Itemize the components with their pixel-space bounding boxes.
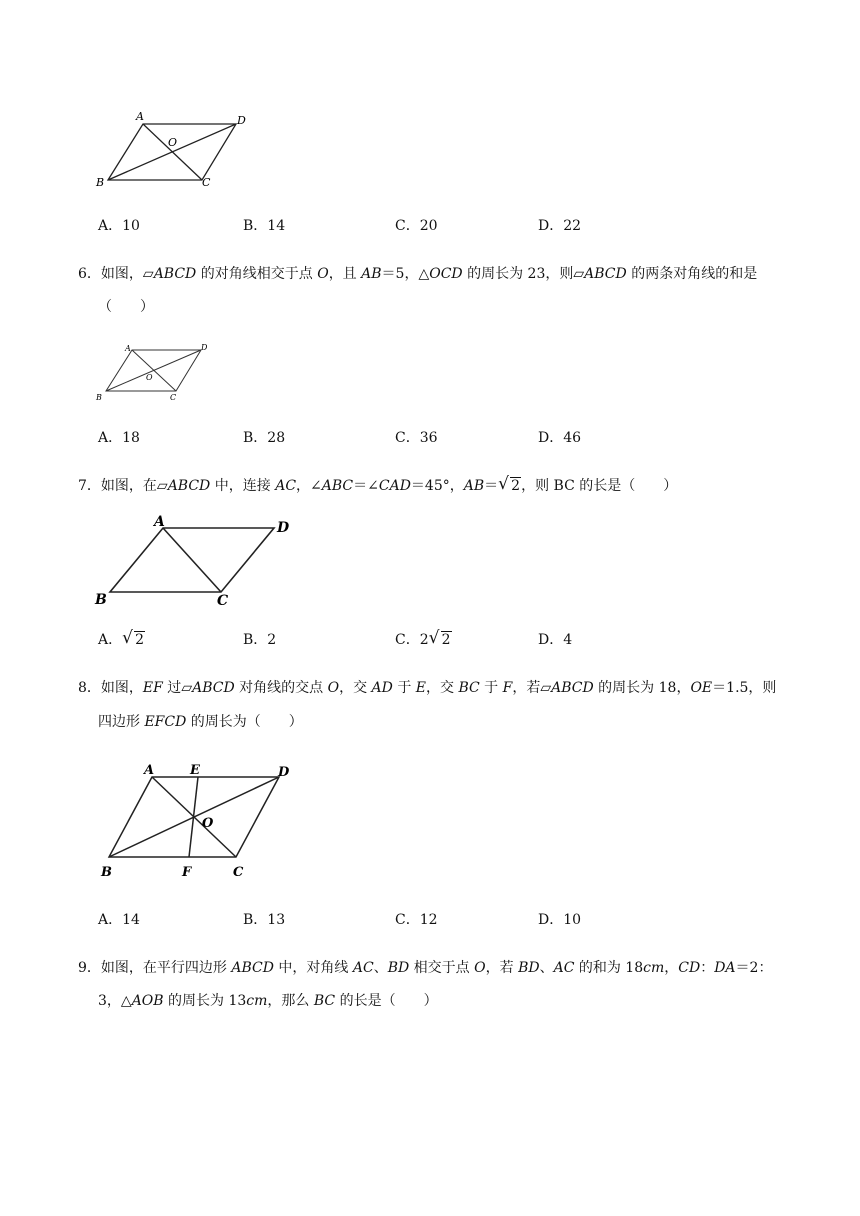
text-run: AB xyxy=(361,266,382,282)
text-run: BC xyxy=(313,993,336,1009)
text-run: BD xyxy=(387,960,410,976)
q7-option-c: C．2√ 2 xyxy=(395,630,452,650)
text-run: ＝2： xyxy=(735,960,773,976)
text-run: DA xyxy=(714,960,736,976)
q7-label-c: C xyxy=(217,593,229,608)
text-run: 6．如图， xyxy=(78,266,143,282)
text-run: 的对角线相交于点 xyxy=(196,266,318,282)
text-run: 于 xyxy=(479,680,503,696)
text-run: 中，连接 xyxy=(210,478,276,494)
text-run: EF xyxy=(142,680,163,696)
text-run: 7．如图，在 xyxy=(78,478,157,494)
q5-option-a: A．10 xyxy=(98,218,140,234)
text-run: 对角线的交点 xyxy=(234,680,328,696)
q6-label-d: D xyxy=(201,343,208,352)
q6-stem xyxy=(78,264,757,284)
q6-option-b: B．28 xyxy=(243,430,286,446)
q8-stem xyxy=(78,678,776,698)
q6-label-a: A xyxy=(125,344,131,353)
q8-label-e: E xyxy=(190,763,200,778)
text-run: ，交 xyxy=(426,680,459,696)
text-run: 中，对角线 xyxy=(273,960,353,976)
text-run: OE xyxy=(690,680,713,696)
text-run: ABCD xyxy=(231,960,274,976)
q6-option-a: A．18 xyxy=(98,430,140,446)
text-run: ＝45°， xyxy=(410,478,464,494)
q5-option-c: C．20 xyxy=(395,218,438,234)
text-run: ABC xyxy=(321,478,354,494)
q6-figure xyxy=(92,338,217,404)
q5-label-o: O xyxy=(168,136,178,149)
text-run: F xyxy=(502,680,513,696)
q7-option-a: A．√ 2 xyxy=(98,630,145,650)
text-run: 、 xyxy=(373,960,388,976)
q5-label-a: A xyxy=(136,110,144,123)
text-run: BC xyxy=(458,680,480,696)
text-run: 的周长为 13 xyxy=(163,993,247,1009)
text-run: 、 xyxy=(539,960,554,976)
q9-stem-line2 xyxy=(98,991,438,1011)
text-run: 相交于点 xyxy=(409,960,475,976)
text-run: CD xyxy=(678,960,701,976)
q6-label-c: C xyxy=(170,393,177,402)
text-run: 的长是（ ） xyxy=(335,993,438,1009)
text-run: cm xyxy=(246,993,268,1009)
text-run: OCD xyxy=(429,266,463,282)
q6-stem-line2: （ ） xyxy=(98,299,154,315)
text-run: ，且 xyxy=(328,266,362,282)
text-run: ＝∠ xyxy=(353,478,379,494)
text-run: 过 xyxy=(162,680,182,696)
q7-figure xyxy=(92,512,302,608)
text-run: ，那么 xyxy=(267,993,314,1009)
q8-stem-line2: 四边形 EFCD 的周长为（ ） xyxy=(98,714,303,730)
q8-label-d: D xyxy=(278,765,290,780)
q7-option-d: D．4 xyxy=(538,632,573,648)
q7-label-b: B xyxy=(95,592,107,608)
text-run: 9．如图，在平行四边形 xyxy=(78,960,232,976)
text-run: 的周长为 23，则 xyxy=(462,266,574,282)
text-run: AC xyxy=(553,960,575,976)
text-run: 的两条对角线的和是 xyxy=(626,266,758,282)
q6-label-o: O xyxy=(146,373,153,382)
q8-label-c: C xyxy=(233,865,244,880)
q8-option-b: B．13 xyxy=(243,912,286,928)
text-run: AC xyxy=(275,478,297,494)
text-run: E xyxy=(415,680,427,696)
text-run: 于 xyxy=(392,680,416,696)
text-run: ，交 xyxy=(339,680,372,696)
text-run: ，若 xyxy=(512,680,541,696)
text-run: ▱ABCD xyxy=(540,680,594,696)
text-run: O xyxy=(317,266,329,282)
text-run: ，若 xyxy=(485,960,519,976)
q5-label-d: D xyxy=(237,114,246,127)
q7-label-a: A xyxy=(154,514,165,530)
text-run: BD xyxy=(518,960,540,976)
text-run: ＝1.5，则 xyxy=(712,680,777,696)
text-run: ＝5，△ xyxy=(381,266,430,282)
text-run: 的周长为 18， xyxy=(593,680,691,696)
q7-stem-tail: ，则 BC 的长是（ ） xyxy=(521,478,678,494)
q8-label-o: O xyxy=(202,816,214,831)
q5-figure xyxy=(90,106,260,192)
text-run: CAD xyxy=(378,478,411,494)
text-run: AC xyxy=(352,960,374,976)
q8-option-c: C．12 xyxy=(395,912,438,928)
q8-label-a: A xyxy=(144,763,155,778)
q6-option-d: D．46 xyxy=(538,430,582,446)
q8-option-d: D．10 xyxy=(538,912,582,928)
text-run: ， xyxy=(664,960,679,976)
text-run: O xyxy=(327,680,340,696)
text-run: AOB xyxy=(131,993,164,1009)
q6-option-c: C．36 xyxy=(395,430,438,446)
text-run: ▱ABCD xyxy=(573,266,627,282)
text-run: 的和为 18 xyxy=(574,960,644,976)
text-run: ，∠ xyxy=(296,478,322,494)
q8-figure xyxy=(92,756,302,884)
q5-label-b: B xyxy=(96,176,105,189)
q5-option-b: B．14 xyxy=(243,218,286,234)
text-run: ▱ABCD xyxy=(156,478,211,494)
text-run: ＝ xyxy=(484,478,499,494)
text-run: 3，△ xyxy=(98,993,132,1009)
q8-label-b: B xyxy=(101,865,112,880)
text-run: cm xyxy=(643,960,665,976)
q6-label-b: B xyxy=(96,393,102,402)
text-run: AD xyxy=(371,680,393,696)
q8-label-f: F xyxy=(182,865,192,880)
q7-stem xyxy=(78,476,677,496)
q7-label-d: D xyxy=(277,520,290,536)
q7-sqrt: √ 2 xyxy=(498,476,521,496)
q8-option-a: A．14 xyxy=(98,912,140,928)
text-run: O xyxy=(474,960,486,976)
q9-stem xyxy=(78,958,772,978)
q5-option-d: D．22 xyxy=(538,218,582,234)
q7-option-b: B．2 xyxy=(243,632,277,648)
text-run: ▱ABCD xyxy=(142,266,197,282)
q5-label-c: C xyxy=(202,176,211,189)
text-run: ▱ABCD xyxy=(181,680,235,696)
text-run: 8．如图， xyxy=(78,680,143,696)
text-run: AB xyxy=(463,478,485,494)
text-run: ： xyxy=(700,960,715,976)
